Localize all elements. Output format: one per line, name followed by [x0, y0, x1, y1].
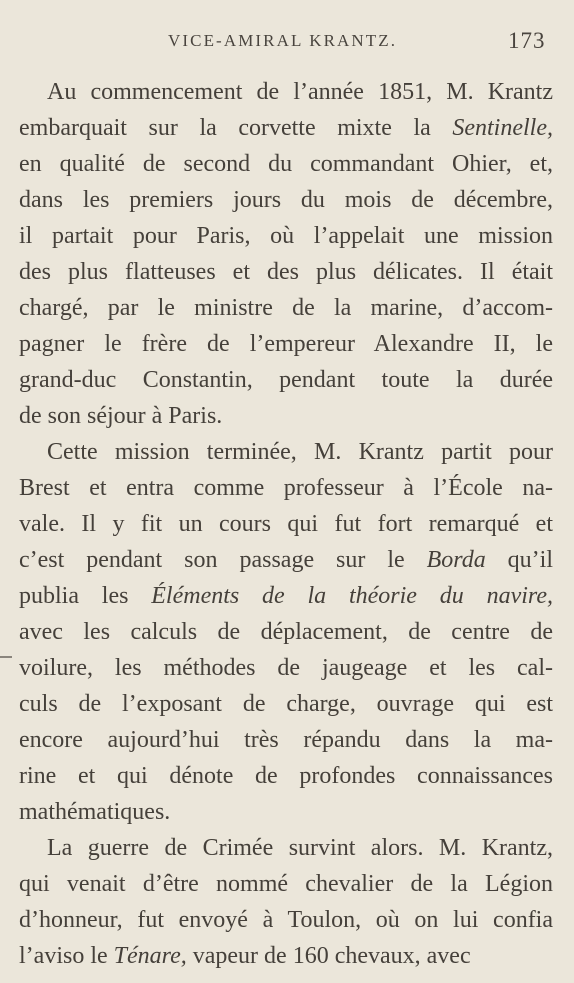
- text-segment: Cette mission terminée, M. Krantz partit pour: [47, 439, 553, 465]
- text-line: [19, 938, 553, 974]
- italic-text: Sentinelle,: [452, 115, 553, 141]
- text-segment: chargé, par le ministre de la marine, d’accom-: [19, 295, 553, 321]
- text-segment: vale. Il y fit un cours qui fut fort remarqué et: [19, 511, 553, 537]
- page-number: 173: [508, 28, 546, 53]
- text-line: [19, 542, 553, 578]
- text-line: [19, 506, 553, 542]
- text-line: [19, 326, 553, 362]
- text-segment: avec les calculs de déplacement, de centre de: [19, 619, 553, 645]
- text-segment: mathématiques.: [19, 799, 171, 825]
- text-line: [19, 830, 553, 866]
- italic-text: Ténare,: [113, 943, 187, 969]
- text-line: [19, 74, 553, 110]
- text-segment: vapeur de 160 chevaux, avec: [186, 943, 471, 969]
- paragraph: [19, 74, 553, 434]
- text-segment: culs de l’exposant de charge, ouvrage qui est: [19, 691, 553, 717]
- italic-text: Borda: [426, 547, 486, 573]
- text-line: [19, 146, 553, 182]
- text-line: [19, 722, 553, 758]
- text-segment: grand-duc Constantin, pendant toute la durée: [19, 367, 553, 393]
- paragraph: [19, 434, 553, 830]
- italic-text: Éléments de la théorie du navire,: [151, 583, 553, 609]
- text-line: [19, 254, 553, 290]
- page-header: [0, 28, 574, 54]
- text-line: [19, 110, 553, 146]
- text-line: [19, 434, 553, 470]
- text-line: [19, 218, 553, 254]
- text-segment: qu’il: [485, 547, 554, 573]
- text-segment: il partait pour Paris, où l’appelait une mission: [19, 223, 553, 249]
- text-line: [19, 650, 553, 686]
- running-head: VICE-AMIRAL KRANTZ.: [168, 31, 398, 50]
- text-line: [19, 758, 553, 794]
- text-segment: publia les: [19, 583, 152, 609]
- text-line: [19, 290, 553, 326]
- text-segment: pagner le frère de l’empereur Alexandre II, le: [19, 331, 553, 357]
- text-segment: Brest et entra comme professeur à l’École na-: [19, 475, 553, 501]
- text-segment: rine et qui dénote de profondes connaissances: [19, 763, 553, 789]
- text-segment: La guerre de Crimée survint alors. M. Krantz,: [47, 835, 553, 861]
- text-segment: voilure, les méthodes de jaugeage et les cal-: [19, 655, 553, 681]
- text-segment: d’honneur, fut envoyé à Toulon, où on lui confia: [19, 907, 553, 933]
- text-line: [19, 866, 553, 902]
- margin-mark: [0, 656, 12, 658]
- text-segment: Au commencement de l’année 1851, M. Krantz: [47, 79, 553, 105]
- text-segment: qui venait d’être nommé chevalier de la Légion: [19, 871, 553, 897]
- text-segment: des plus flatteuses et des plus délicates. Il était: [19, 259, 553, 285]
- text-segment: de son séjour à Paris.: [19, 403, 223, 429]
- paragraph: [19, 830, 553, 974]
- text-line: [19, 686, 553, 722]
- body-text: [19, 74, 553, 974]
- text-line: [19, 794, 553, 830]
- text-segment: l’aviso le: [19, 943, 114, 969]
- text-segment: en qualité de second du commandant Ohier, et,: [19, 151, 553, 177]
- text-segment: dans les premiers jours du mois de décembre,: [19, 187, 553, 213]
- text-segment: encore aujourd’hui très répandu dans la ma-: [19, 727, 553, 753]
- text-line: [19, 578, 553, 614]
- text-segment: embarquait sur la corvette mixte la: [19, 115, 453, 141]
- text-line: [19, 614, 553, 650]
- text-line: [19, 398, 553, 434]
- text-segment: c’est pendant son passage sur le: [19, 547, 427, 573]
- text-line: [19, 902, 553, 938]
- text-line: [19, 362, 553, 398]
- text-line: [19, 470, 553, 506]
- text-line: [19, 182, 553, 218]
